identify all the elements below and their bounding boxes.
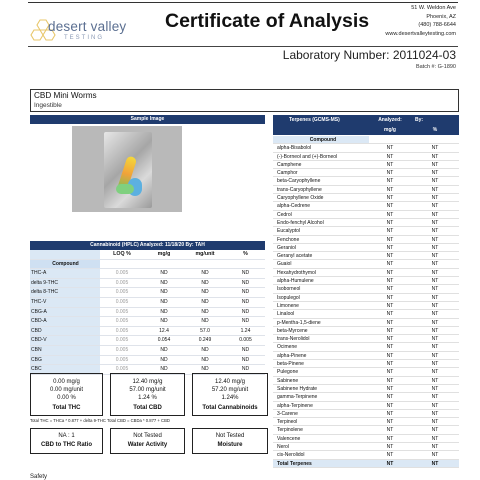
table-row	[273, 244, 459, 252]
table-cell: ND	[241, 318, 250, 325]
water-activity-label: Water Activity	[127, 442, 168, 449]
table-cell: 0.005	[115, 366, 129, 373]
table-cell: NT	[431, 261, 439, 268]
terpene-name: beta-Myrcene	[277, 327, 308, 334]
compound-name: CBN	[30, 346, 100, 355]
table-cell: NT	[386, 170, 394, 177]
table-cell: NT	[431, 170, 439, 177]
table-cell: NT	[386, 394, 394, 401]
table-cell: NT	[386, 228, 394, 235]
terpene-name: alpha-Terpinene	[277, 402, 313, 409]
table-cell: NT	[431, 344, 439, 351]
total-value: 1.24 %	[138, 395, 157, 402]
table-cell: ND	[241, 346, 250, 353]
table-cell: ND	[201, 270, 209, 277]
table-cell: NT	[431, 195, 439, 202]
terpene-name: Caryophyllene Oxide	[277, 195, 324, 202]
total-label: Total Cannabinoids	[202, 404, 258, 411]
table-cell: ND	[201, 366, 209, 373]
table-cell: NT	[431, 186, 439, 193]
table-cell: ND	[241, 308, 250, 315]
page-title: Certificate of Analysis	[165, 10, 370, 32]
total-thc-box	[30, 373, 103, 416]
table-cell: NT	[386, 419, 394, 426]
terpene-name: Camphene	[277, 161, 302, 168]
terpene-name: Isopulegol	[277, 294, 300, 301]
table-cell: NT	[386, 369, 394, 376]
analyzed-label: Analyzed:	[378, 117, 402, 123]
terpene-name: alpha-Cedrene	[277, 203, 311, 210]
table-cell: 0.005	[115, 356, 129, 363]
address-line: Phoenix, AZ	[426, 13, 456, 20]
product-name: CBD Mini Worms	[34, 91, 97, 100]
table-cell: 0.005	[115, 308, 129, 315]
total-value: 1.24%	[221, 395, 239, 402]
table-cell: NT	[386, 443, 394, 450]
address-line: 51 W. Weldon Ave	[411, 5, 456, 11]
table-cell: NT	[386, 211, 394, 218]
table-cell: NT	[386, 178, 394, 185]
terpenes-title: Terpenes (GCMS-MS)	[289, 117, 340, 123]
lab-address	[385, 4, 456, 38]
table-cell: NT	[386, 294, 394, 301]
table-row	[273, 211, 459, 219]
total-terpenes-row	[273, 460, 459, 468]
table-cell: 0.005	[115, 327, 129, 334]
table-row	[273, 285, 459, 293]
compound-name: CBG	[30, 356, 100, 365]
table-row	[273, 186, 459, 194]
table-row	[273, 194, 459, 202]
table-row	[273, 451, 459, 459]
total-label: Total THC	[52, 404, 81, 411]
terpene-name: Sabinene	[277, 377, 299, 384]
table-cell: ND	[160, 298, 168, 305]
table-cell: NT	[386, 385, 394, 392]
table-cell: NT	[431, 302, 439, 309]
terpene-name: Guaiol	[277, 261, 292, 268]
table-cell: ND	[201, 346, 209, 353]
compound-name: CBD-V	[30, 336, 100, 345]
table-row	[273, 410, 459, 418]
table-row	[273, 277, 459, 285]
terpene-name: Sabinene Hydrate	[277, 385, 318, 392]
table-cell: ND	[241, 356, 250, 363]
terpene-name: alpha-Humulene	[277, 278, 314, 285]
terpene-name: Valencene	[277, 435, 301, 442]
table-cell: ND	[201, 308, 209, 315]
table-cell: ND	[201, 318, 209, 325]
table-cell: NT	[431, 153, 439, 160]
column-header	[30, 250, 100, 259]
table-cell: NT	[431, 278, 439, 285]
top-rule	[28, 2, 458, 3]
table-cell: 12.4	[159, 327, 169, 334]
total-label: Total CBD	[133, 404, 162, 411]
table-cell: NT	[386, 219, 394, 226]
table-row	[273, 435, 459, 443]
table-row	[30, 327, 265, 337]
total-value: 0.00 mg/g	[53, 379, 80, 385]
column-header: %	[243, 251, 248, 257]
terpene-name: Geranyl acetate	[277, 253, 313, 260]
table-cell: ND	[160, 356, 168, 363]
table-row	[273, 343, 459, 351]
table-cell: NT	[431, 402, 439, 409]
table-cell: ND	[201, 279, 209, 286]
terpene-name: Linalool	[277, 311, 295, 318]
table-cell: NT	[386, 153, 394, 160]
terpene-name: gamma-Terpinene	[277, 394, 318, 401]
table-cell: NT	[431, 427, 439, 434]
lab-number: Laboratory Number: 2011024-03	[282, 48, 456, 62]
table-cell: NT	[386, 286, 394, 293]
website-link[interactable]: www.desertvalleytesting.com	[385, 30, 456, 37]
compound-name: delta 9-THC	[30, 279, 100, 288]
table-row	[273, 377, 459, 385]
table-cell: NT	[386, 311, 394, 318]
table-row	[273, 385, 459, 393]
table-row	[273, 319, 459, 327]
terpene-name: Terpineol	[277, 419, 298, 426]
table-cell: NT	[431, 228, 439, 235]
table-cell: 0.005	[115, 279, 129, 286]
analyzed-by-label: By:	[415, 117, 424, 123]
terpene-name: alpha-Pinene	[277, 352, 307, 359]
table-row	[273, 219, 459, 227]
table-row	[273, 335, 459, 343]
compound-label-row	[30, 260, 265, 270]
table-row	[30, 288, 265, 298]
table-cell: ND	[160, 270, 168, 277]
total-value: 12.40 mg/g	[132, 379, 163, 385]
table-cell: NT	[386, 336, 394, 343]
table-cell: 0.005	[115, 346, 129, 353]
terpene-name: 3-Carene	[277, 410, 298, 417]
table-cell: 0.005	[115, 298, 129, 305]
table-cell: ND	[201, 298, 209, 305]
table-cell: NT	[431, 178, 439, 185]
table-cell: NT	[431, 435, 439, 442]
table-row	[30, 317, 265, 327]
cannabinoid-table	[30, 250, 265, 375]
compound-name: THC-A	[30, 269, 100, 278]
table-cell: NT	[431, 236, 439, 243]
table-row	[30, 279, 265, 289]
compound-label: Compound	[273, 136, 369, 143]
table-cell: ND	[241, 366, 250, 373]
compound-name: delta 8-THC	[30, 288, 100, 297]
table-cell: NT	[386, 327, 394, 334]
logo-subtext: TESTING	[64, 35, 105, 41]
terpene-name: Geraniol	[277, 244, 296, 251]
table-row	[273, 177, 459, 185]
compound-label: Compound	[30, 260, 100, 269]
compound-name: CBC	[30, 365, 100, 374]
table-cell: NT	[386, 377, 394, 384]
table-cell: NT	[431, 369, 439, 376]
table-cell: NT	[386, 269, 394, 276]
terpene-name: Ocimene	[277, 344, 298, 351]
moisture-label: Moisture	[217, 442, 243, 449]
table-cell: NT	[386, 402, 394, 409]
terpene-name: Fenchone	[277, 236, 300, 243]
table-row	[273, 236, 459, 244]
terpene-name: trans-Nerolidol	[277, 336, 310, 343]
table-cell: NT	[431, 294, 439, 301]
table-cell: NT	[431, 336, 439, 343]
table-cell: NT	[386, 302, 394, 309]
ratio-box	[30, 428, 103, 454]
table-row	[273, 260, 459, 268]
table-cell: 0.005	[115, 318, 129, 325]
table-row	[273, 327, 459, 335]
table-row	[273, 144, 459, 152]
gummy-worm-image	[116, 184, 134, 194]
table-cell: NT	[386, 186, 394, 193]
table-cell: NT	[431, 460, 439, 467]
table-cell: NT	[431, 410, 439, 417]
total-terpenes-label: Total Terpenes	[277, 460, 312, 467]
table-cell: ND	[160, 279, 168, 286]
table-row	[273, 294, 459, 302]
table-cell: ND	[201, 356, 209, 363]
terpene-name: p-Mentha-1,5-diene	[277, 319, 321, 326]
table-cell: NT	[386, 203, 394, 210]
product-type: Ingestible	[34, 102, 62, 109]
logo-text: desert valley	[48, 19, 127, 34]
terpene-name: Limonene	[277, 302, 299, 309]
table-row	[273, 153, 459, 161]
column-header: LOQ %	[113, 251, 131, 257]
table-row	[273, 418, 459, 426]
table-cell: NT	[386, 452, 394, 459]
terpene-name: Isoborneol	[277, 286, 301, 293]
table-cell: NT	[386, 435, 394, 442]
table-cell: NT	[386, 244, 394, 251]
table-cell: NT	[431, 211, 439, 218]
moisture-box	[192, 428, 268, 454]
cannabinoid-header: Cannabinoid (HPLC) Analyzed: 11/18/20 By: TAH	[30, 241, 265, 250]
table-cell: NT	[386, 195, 394, 202]
table-row	[273, 443, 459, 451]
table-row	[30, 308, 265, 318]
table-cell: ND	[160, 346, 168, 353]
table-cell: NT	[431, 269, 439, 276]
table-row	[30, 298, 265, 308]
table-cell: NT	[386, 319, 394, 326]
terpene-name: Hexahydrothymol	[277, 269, 316, 276]
table-cell: ND	[160, 289, 168, 296]
total-value: 57.20 mg/unit	[211, 387, 249, 394]
table-cell: NT	[431, 319, 439, 326]
table-row	[273, 302, 459, 310]
table-cell: NT	[431, 419, 439, 426]
table-cell: 1.24	[240, 327, 251, 334]
ratio-value: NA : 1	[58, 433, 75, 439]
total-formula-note: Total THC = THCa * 0.877 + delta 9-THC Total CBD = CBDa * 0.877 + CBD	[30, 418, 170, 423]
terpene-name: Cedrol	[277, 211, 292, 218]
table-cell: NT	[431, 361, 439, 368]
table-cell: NT	[386, 410, 394, 417]
compound-name: CBD-A	[30, 317, 100, 326]
table-cell: NT	[431, 203, 439, 210]
table-row	[273, 426, 459, 434]
table-cell: 0.054	[157, 337, 171, 344]
table-cell: NT	[431, 286, 439, 293]
table-cell: 0.005	[115, 270, 129, 277]
table-cell: NT	[386, 278, 394, 285]
compound-label-row	[273, 136, 459, 144]
table-row	[273, 227, 459, 235]
address-line: (480) 788-6644	[418, 22, 456, 29]
table-row	[273, 161, 459, 169]
total-cannabinoids-box	[192, 373, 268, 416]
table-cell: NT	[431, 244, 439, 251]
table-cell: ND	[160, 308, 168, 315]
column-header: mg/g	[157, 251, 171, 257]
compound-name: CBG-A	[30, 308, 100, 317]
table-cell: ND	[160, 318, 168, 325]
total-value: 57.00 mg/unit	[129, 387, 166, 394]
terpene-name: (-)-Borneol and (+)-Borneol	[277, 153, 338, 160]
table-cell: ND	[241, 279, 250, 286]
terpene-name: beta-Pinene	[277, 361, 304, 368]
table-row	[273, 269, 459, 277]
terpene-name: Camphor	[277, 170, 298, 177]
table-cell: NT	[386, 145, 394, 152]
table-cell: NT	[431, 377, 439, 384]
safety-heading: Safety	[30, 474, 48, 480]
table-cell: NT	[386, 361, 394, 368]
table-row	[273, 360, 459, 368]
table-cell: NT	[431, 443, 439, 450]
table-cell: ND	[241, 298, 250, 305]
header-rule	[28, 46, 458, 47]
table-row	[273, 169, 459, 177]
table-cell: 0.005	[239, 337, 252, 344]
table-cell: NT	[386, 352, 394, 359]
terpenes-table	[273, 136, 459, 468]
table-row	[30, 346, 265, 356]
compound-name: CBD	[30, 327, 100, 336]
terpene-name: Eucalyptol	[277, 228, 301, 235]
batch-number: Batch #: G-1890	[415, 64, 456, 70]
table-cell: 0.005	[115, 337, 129, 344]
terpene-name: Terpinolene	[277, 427, 303, 434]
column-header: mg/g	[384, 127, 396, 133]
table-cell: NT	[431, 311, 439, 318]
terpene-name: cis-Nerolidol	[277, 452, 305, 459]
terpene-name: trans-Caryophyllene	[277, 186, 322, 193]
table-cell: NT	[386, 236, 394, 243]
table-cell: NT	[431, 394, 439, 401]
table-cell: 0.005	[115, 289, 129, 296]
table-cell: NT	[386, 344, 394, 351]
table-row	[273, 352, 459, 360]
table-cell: NT	[431, 327, 439, 334]
table-cell: ND	[241, 289, 250, 296]
table-header-row	[30, 250, 265, 260]
table-cell: NT	[431, 145, 439, 152]
terpene-name: Endo-fenchyl Alcohol	[277, 219, 324, 226]
water-activity-box	[110, 428, 185, 454]
table-cell: ND	[241, 270, 250, 277]
table-row	[273, 368, 459, 376]
table-cell: NT	[386, 253, 394, 260]
table-cell: ND	[160, 366, 168, 373]
table-cell: 57.0	[200, 327, 210, 334]
table-cell: 0.249	[198, 337, 212, 344]
compound-name: THC-V	[30, 298, 100, 307]
column-header: %	[432, 127, 438, 133]
table-cell: NT	[431, 452, 439, 459]
table-row	[273, 393, 459, 401]
table-row	[30, 269, 265, 279]
total-value: 0.00 mg/unit	[49, 387, 84, 394]
terpene-name: Pulegone	[277, 369, 299, 376]
total-value: 12.40 mg/g	[214, 379, 246, 385]
table-cell: NT	[386, 427, 394, 434]
table-row	[30, 336, 265, 346]
water-activity-value: Not Tested	[133, 433, 162, 439]
table-cell: NT	[431, 161, 439, 168]
table-cell: NT	[431, 253, 439, 260]
product-box	[30, 89, 459, 112]
table-cell: NT	[431, 219, 439, 226]
table-row	[30, 356, 265, 366]
terpene-name: Nerol	[277, 443, 289, 450]
table-cell: NT	[386, 460, 394, 467]
table-cell: NT	[386, 261, 394, 268]
terpene-name: alpha-Bisabolol	[277, 145, 312, 152]
sample-photo	[72, 126, 182, 212]
terpene-name: beta-Caryophyllene	[277, 178, 321, 185]
ratio-label: CBD to THC Ratio	[41, 442, 92, 449]
table-row	[273, 402, 459, 410]
table-cell: ND	[201, 289, 209, 296]
total-value: 0.00 %	[57, 395, 76, 402]
table-row	[273, 252, 459, 260]
total-cbd-box	[110, 373, 185, 416]
table-cell: NT	[431, 385, 439, 392]
table-cell: NT	[386, 161, 394, 168]
sample-image-header: Sample Image	[30, 115, 265, 124]
table-cell: NT	[431, 352, 439, 359]
column-header: mg/unit	[195, 251, 215, 257]
moisture-value: Not Tested	[215, 433, 245, 439]
table-row	[273, 310, 459, 318]
terpenes-header	[273, 115, 459, 135]
table-row	[273, 202, 459, 210]
